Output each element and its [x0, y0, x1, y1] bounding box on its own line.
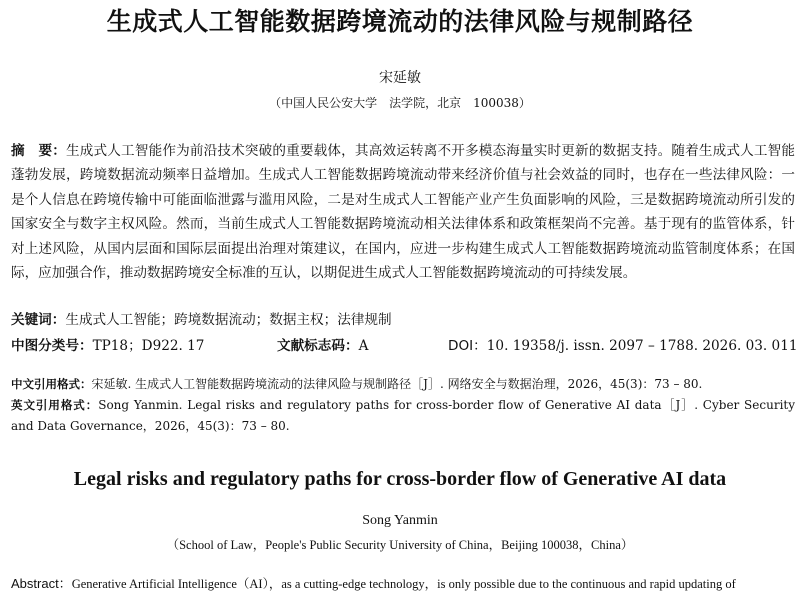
chinese-abstract [11, 139, 795, 285]
english-abstract-text: Generative Artificial Intelligence（AI），as a cutting-edge technology，is only possible due to the continuous and rapid updating of [71, 577, 736, 591]
chinese-affiliation: （中国人民公安大学 法学院，北京 100038） [269, 96, 531, 110]
english-citation-text: Song Yanmin. Legal risks and regulatory paths for cross-border flow of Generative AI data［J］. Cyber Security and Data Governance，2026，45(3)：73 – 80. [11, 398, 796, 433]
chinese-abstract-text: 生成式人工智能作为前沿技术突破的重要载体，其高效运转离不开多模态海量实时更新的数据支持。随着生成式人工智能蓬勃发展，跨境数据流动频率日益增加。生成式人工智能数据跨境流动带来经济价值与社会效益的同时，也存在一些法律风险：一是个人信息在跨境传输中可能面临泄露与滥用风险，二是对生成式人工智能产业产生负面影响的风险，三是数据跨境流动所引发的国家安全与数字主权风险。然而，当前生成式人工智能数据跨境流动相关法律体系和政策框架尚不完善。基于现有的监管体系，针对上述风险，从国内层面和国际层面提出治理对策建议，在国内，应进一步构建生成式人工智能数据跨境流动监管制度体系；在国际，应加强合作，推动数据跨境安全标准的互认，以期促进生成式人工智能数据跨境流动的可持续发展。 [11, 143, 795, 282]
clc-label: 中图分类号： [11, 338, 93, 354]
chinese-author: 宋延敏 [379, 70, 421, 86]
english-abstract [11, 573, 795, 595]
chinese-abstract-label: 摘 要： [11, 143, 67, 159]
chinese-keywords [11, 310, 795, 330]
english-affiliation: （School of Law，People's Public Security University of China，Beijing 100038，China） [166, 538, 634, 552]
doi-value: 10. 19358/j. issn. 2097 – 1788. 2026. 03. 011 [486, 338, 798, 354]
english-citation [11, 395, 795, 437]
chinese-keywords-label: 关键词： [11, 312, 66, 328]
clc-number [11, 336, 204, 356]
chinese-citation [11, 374, 795, 395]
english-author: Song Yanmin [362, 513, 438, 528]
doi-label: DOI： [448, 338, 487, 354]
document-code-value: A [358, 338, 369, 354]
citation-block [11, 374, 795, 437]
chinese-citation-text: 宋延敏. 生成式人工智能数据跨境流动的法律风险与规制路径［J］. 网络安全与数据治理，2026，45(3)：73 – 80. [91, 377, 703, 391]
document-code-label: 文献标志码： [277, 338, 359, 354]
clc-value: TP18；D922. 17 [92, 338, 205, 354]
document-code [277, 336, 368, 356]
english-abstract-label: Abstract： [11, 576, 72, 591]
english-citation-label: 英文引用格式： [11, 398, 99, 412]
chinese-title: 生成式人工智能数据跨境流动的法律风险与规制路径 [106, 7, 694, 36]
english-title: Legal risks and regulatory paths for cross-border flow of Generative AI data [73, 468, 727, 490]
chinese-citation-label: 中文引用格式： [11, 377, 92, 391]
doi [448, 336, 798, 356]
chinese-keywords-text: 生成式人工智能；跨境数据流动；数据主权；法律规制 [65, 312, 392, 328]
